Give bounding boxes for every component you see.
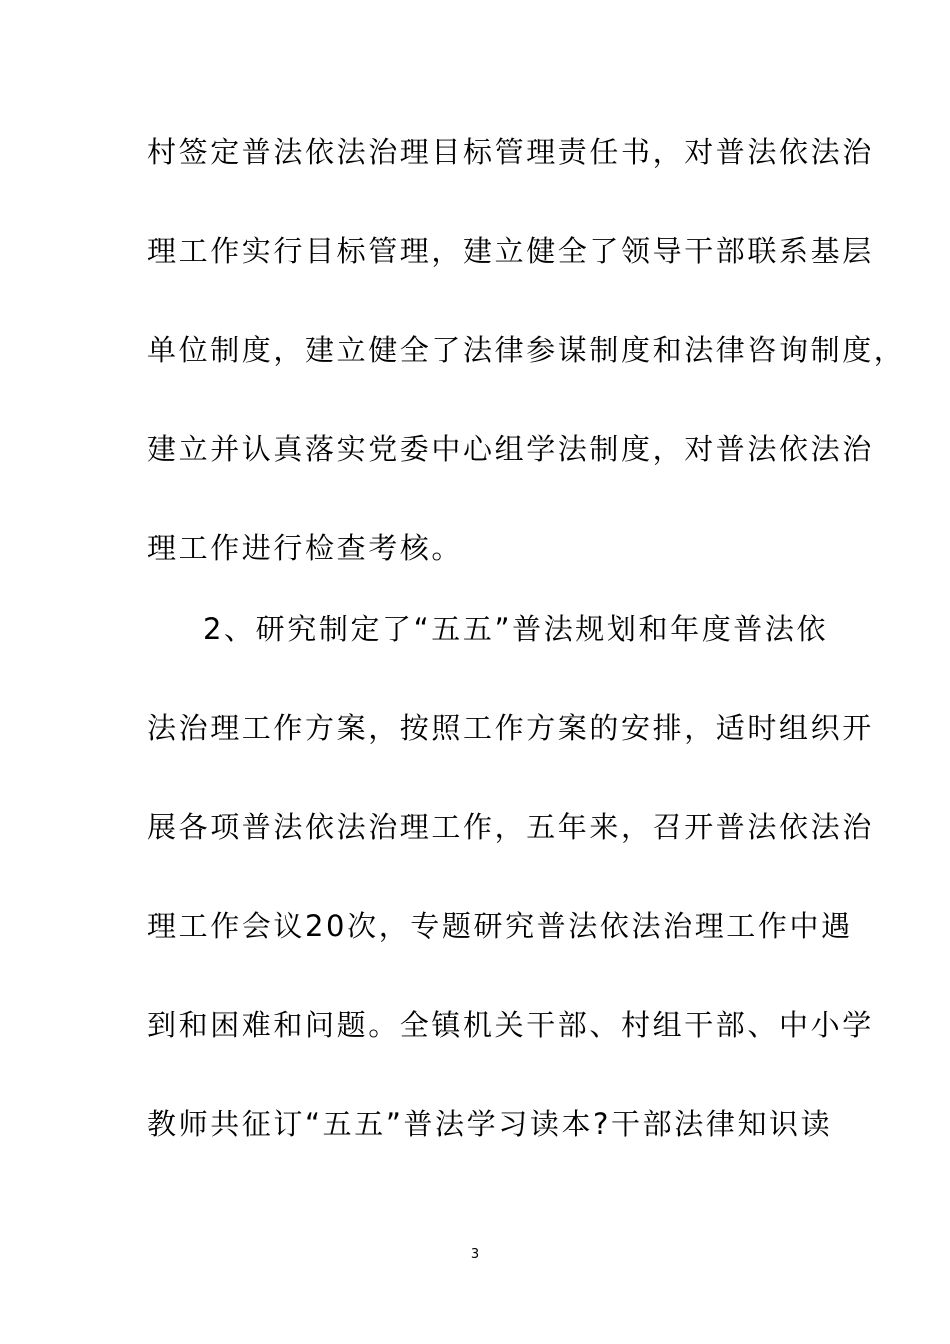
- text-line: 理工作会议20次，专题研究普法依法治理工作中遇: [147, 909, 853, 943]
- text-line: 建立并认真落实党委中心组学法制度，对普法依法治: [147, 432, 874, 466]
- text-line: 单位制度，建立健全了法律参谋制度和法律咨询制度，: [147, 333, 906, 367]
- text-line: 法治理工作方案，按照工作方案的安排，适时组织开: [147, 711, 874, 745]
- text-line: 教师共征订“五五”普法学习读本?干部法律知识读: [147, 1107, 833, 1141]
- text-line: 村签定普法依法治理目标管理责任书，对普法依法治: [147, 135, 874, 169]
- text-line: 理工作实行目标管理，建立健全了领导干部联系基层: [147, 234, 874, 268]
- page-number: 3: [470, 1247, 480, 1262]
- text-line: 到和困难和问题。全镇机关干部、村组干部、中小学: [147, 1008, 874, 1042]
- paragraph-start-line: 2、研究制定了“五五”普法规划和年度普法依: [203, 612, 829, 646]
- text-line: 理工作进行检查考核。: [147, 531, 464, 565]
- text-line: 展各项普法依法治理工作，五年来，召开普法依法治: [147, 810, 874, 844]
